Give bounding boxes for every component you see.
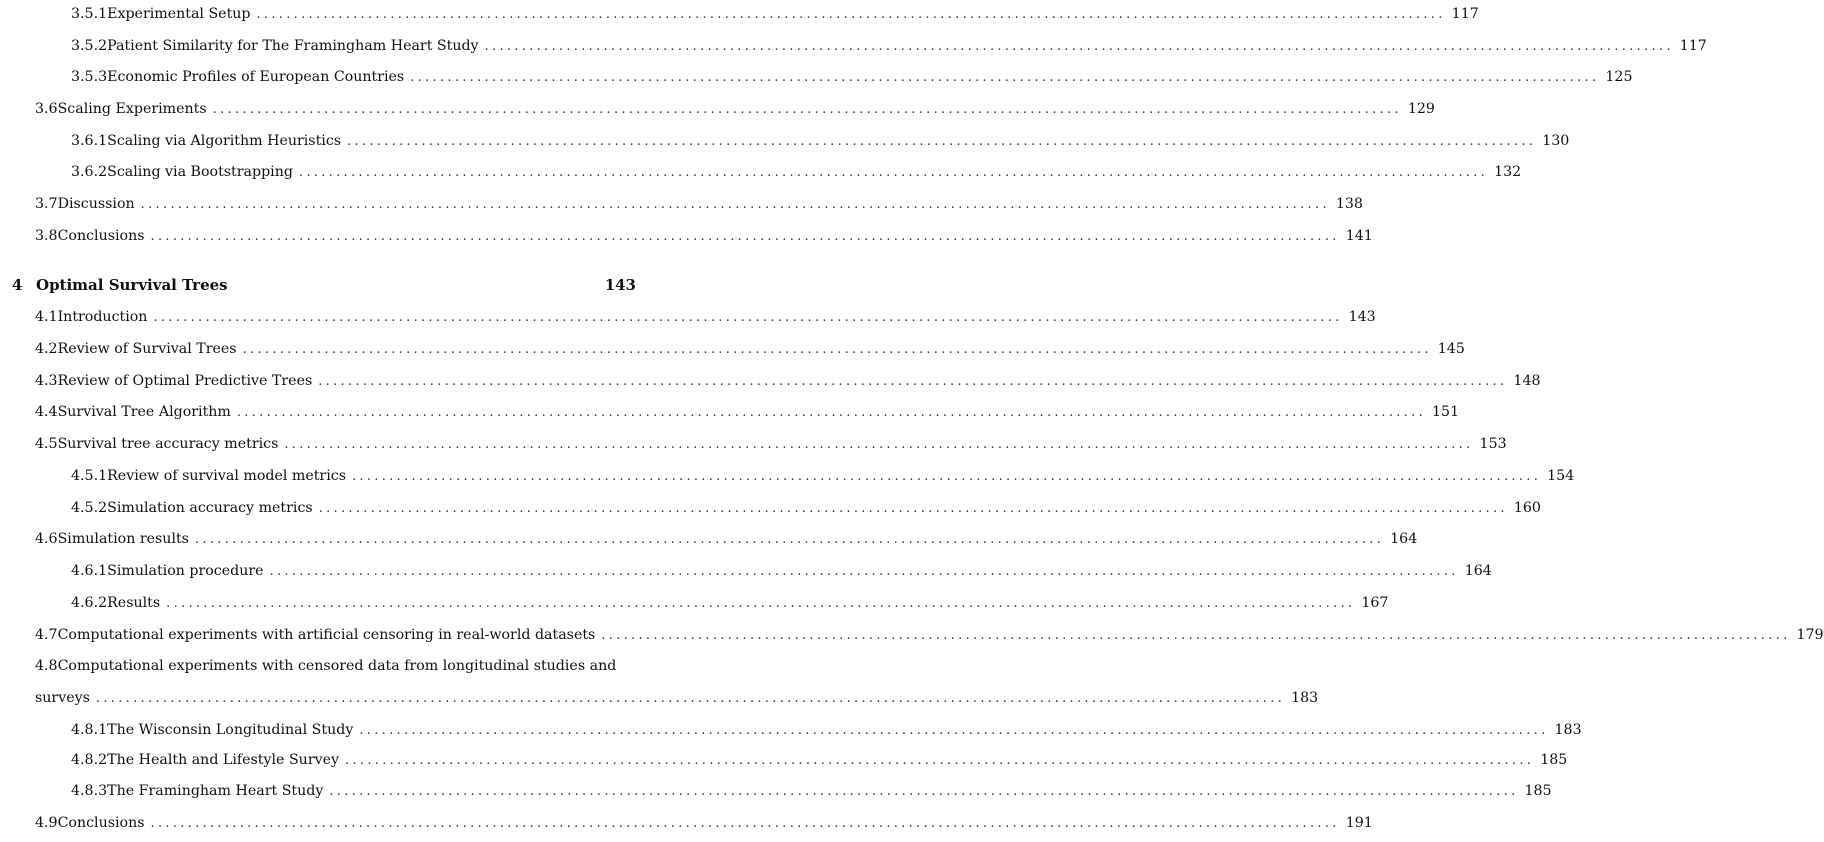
- toc-entry-number: 4.8.2: [71, 752, 108, 768]
- toc-entry-title: surveys: [35, 690, 90, 706]
- toc-subsection-entry[interactable]: [0, 35, 1707, 57]
- dot-leader: ................................................................................................................................................................: [329, 784, 1519, 799]
- toc-entry-number: 4.3: [35, 373, 58, 389]
- toc-section-entry[interactable]: [0, 433, 1507, 455]
- toc-entry-number: 3.5.1: [71, 6, 108, 22]
- toc-section-entry[interactable]: [0, 624, 1824, 646]
- toc-page-number: 145: [1437, 341, 1465, 357]
- toc-page-number: 167: [1361, 595, 1389, 611]
- toc-subsection-entry[interactable]: [0, 497, 1541, 519]
- dot-leader: ................................................................................................................................................................: [95, 691, 1286, 706]
- toc-entry-title: The Framingham Heart Study: [107, 783, 324, 799]
- toc-section-entry[interactable]: [0, 225, 1373, 247]
- toc-entry-number: 3.6.2: [71, 164, 108, 180]
- toc-page-number: 179: [1796, 627, 1824, 643]
- toc-page-number: 153: [1479, 436, 1507, 452]
- toc-page-number: 125: [1605, 69, 1633, 85]
- toc-section-entry[interactable]: [0, 812, 1373, 834]
- toc-page-number: 185: [1540, 752, 1568, 768]
- toc-entry-title: Review of Optimal Predictive Trees: [57, 373, 313, 389]
- toc-entry-title: Computational experiments with artificial censoring in real-world datasets: [57, 627, 596, 643]
- toc-chapter-entry[interactable]: [0, 274, 636, 296]
- toc-subsection-entry[interactable]: [0, 749, 1568, 771]
- toc-entry-number: 3.6.1: [71, 133, 108, 149]
- toc-entry-number: 3.8: [35, 228, 58, 244]
- toc-entry-title: The Wisconsin Longitudinal Study: [107, 722, 354, 738]
- toc-entry-title: Scaling via Algorithm Heuristics: [107, 133, 342, 149]
- toc-subsection-entry[interactable]: [0, 465, 1575, 487]
- toc-page-number: 183: [1554, 722, 1582, 738]
- toc-section-entry[interactable]: [0, 655, 636, 677]
- toc-entry-title: Economic Profiles of European Countries: [107, 69, 405, 85]
- dot-leader: ................................................................................................................................................................: [150, 816, 1340, 831]
- toc-entry-number: 4.5.2: [71, 500, 108, 516]
- toc-entry-title: Review of survival model metrics: [107, 468, 346, 484]
- dot-leader: ................................................................................................................................................................: [359, 723, 1549, 738]
- dot-leader: ................................................................................................................................................................: [242, 342, 1432, 357]
- toc-page-number: 151: [1432, 404, 1460, 420]
- toc-entry-number: 4.1: [35, 309, 58, 325]
- dot-leader: ................................................................................................................................................................: [236, 405, 1427, 420]
- toc-entry-title: Discussion: [57, 196, 135, 212]
- toc-entry-title: Simulation accuracy metrics: [107, 500, 313, 516]
- toc-page-number: 141: [1345, 228, 1373, 244]
- toc-entry-number: 3.5.3: [71, 69, 108, 85]
- toc-section-entry[interactable]: [0, 98, 1435, 120]
- toc-subsection-entry[interactable]: [0, 161, 1522, 183]
- toc-page-number: 183: [1291, 690, 1319, 706]
- dot-leader: ................................................................................................................................................................: [298, 165, 1489, 180]
- toc-page-number: 154: [1547, 468, 1575, 484]
- toc-entry-number: 4.5.1: [71, 468, 108, 484]
- toc-entry-number: 4.8.3: [71, 783, 108, 799]
- toc-page-number: 132: [1494, 164, 1522, 180]
- toc-entry-number: 4.6.2: [71, 595, 108, 611]
- toc-entry-title: Results: [107, 595, 161, 611]
- toc-entry-title: The Health and Lifestyle Survey: [107, 752, 340, 768]
- toc-entry-title: Optimal Survival Trees: [36, 276, 228, 294]
- dot-leader: ................................................................................................................................................................: [212, 102, 1402, 117]
- toc-subsection-entry[interactable]: [0, 780, 1552, 802]
- toc-entry-title: Simulation results: [57, 531, 189, 547]
- toc-subsection-entry[interactable]: [0, 130, 1570, 152]
- toc-entry-number: 4.8.1: [71, 722, 108, 738]
- toc-subsection-entry[interactable]: [0, 560, 1492, 582]
- toc-entry-number: 3.7: [35, 196, 58, 212]
- toc-section-entry[interactable]: [0, 338, 1465, 360]
- toc-page-number: 143: [1348, 309, 1376, 325]
- toc-entry-number: 4.4: [35, 404, 58, 420]
- dot-leader: ................................................................................................................................................................: [484, 39, 1674, 54]
- toc-entry-number: 4.9: [35, 815, 58, 831]
- toc-page-number: 129: [1407, 101, 1435, 117]
- dot-leader: ................................................................................................................................................................: [256, 7, 1446, 22]
- toc-entry-number: 4.6.1: [71, 563, 108, 579]
- toc-page-number: 117: [1451, 6, 1479, 22]
- toc-entry-number: 4: [12, 276, 23, 294]
- dot-leader: ................................................................................................................................................................: [318, 374, 1508, 389]
- toc-entry-title: Survival Tree Algorithm: [57, 404, 231, 420]
- dot-leader: ................................................................................................................................................................: [410, 70, 1600, 85]
- toc-subsection-entry[interactable]: [0, 3, 1479, 25]
- toc-section-entry[interactable]: [0, 193, 1363, 215]
- toc-page-number: 191: [1345, 815, 1373, 831]
- toc-entry-title: Survival tree accuracy metrics: [57, 436, 279, 452]
- toc-section-entry[interactable]: [0, 306, 1376, 328]
- toc-entry-title: Computational experiments with censored data from longitudinal studies and: [57, 658, 617, 674]
- toc-page-number: 185: [1524, 783, 1552, 799]
- dot-leader: ................................................................................................................................................................: [601, 628, 1791, 643]
- toc-entry-title: Scaling via Bootstrapping: [107, 164, 293, 180]
- toc-entry-title: Introduction: [57, 309, 148, 325]
- dot-leader: ................................................................................................................................................................: [351, 469, 1542, 484]
- toc-page-number: 160: [1513, 500, 1541, 516]
- dot-leader: ................................................................................................................................................................: [284, 437, 1474, 452]
- toc-section-entry[interactable]: [0, 401, 1460, 423]
- toc-entry-title: Scaling Experiments: [57, 101, 207, 117]
- dot-leader: ................................................................................................................................................................: [347, 134, 1537, 149]
- toc-page-number: 143: [604, 276, 636, 294]
- toc-entry-number: 3.5.2: [71, 38, 108, 54]
- dot-leader: ................................................................................................................................................................: [345, 753, 1535, 768]
- toc-entry-title: Patient Similarity for The Framingham Heart Study: [107, 38, 479, 54]
- dot-leader: ................................................................................................................................................................: [269, 564, 1459, 579]
- dot-leader: ................................................................................................................................................................: [166, 596, 1356, 611]
- dot-leader: ................................................................................................................................................................: [153, 310, 1343, 325]
- toc-entry-number: 4.7: [35, 627, 58, 643]
- toc-entry-number: 3.6: [35, 101, 58, 117]
- toc-entry-number: 4.5: [35, 436, 58, 452]
- dot-leader: ................................................................................................................................................................: [150, 229, 1340, 244]
- toc-section-entry[interactable]: [0, 370, 1541, 392]
- toc-page-number: 138: [1335, 196, 1363, 212]
- toc-page-number: 148: [1513, 373, 1541, 389]
- toc-section-entry[interactable]: [0, 528, 1418, 550]
- toc-entry-title: Simulation procedure: [107, 563, 264, 579]
- toc-page-number: 164: [1390, 531, 1418, 547]
- toc-entry-title: Review of Survival Trees: [57, 341, 237, 357]
- toc-page-number: 164: [1464, 563, 1492, 579]
- toc-subsection-entry[interactable]: [0, 66, 1633, 88]
- toc-subsection-entry[interactable]: [0, 719, 1582, 741]
- dot-leader: ................................................................................................................................................................: [318, 501, 1508, 516]
- toc-page-number: 117: [1679, 38, 1707, 54]
- toc-entry-number: 4.2: [35, 341, 58, 357]
- toc-entry-number: 4.6: [35, 531, 58, 547]
- toc-page-number: 130: [1542, 133, 1570, 149]
- toc-entry-number: 4.8: [35, 658, 58, 674]
- toc-entry-title: Conclusions: [57, 228, 145, 244]
- toc-entry-title: Conclusions: [57, 815, 145, 831]
- dot-leader: ................................................................................................................................................................: [194, 532, 1385, 547]
- toc-section-entry[interactable]: [0, 687, 1319, 709]
- dot-leader: ................................................................................................................................................................: [140, 197, 1330, 212]
- toc-entry-title: Experimental Setup: [107, 6, 251, 22]
- toc-subsection-entry[interactable]: [0, 592, 1389, 614]
